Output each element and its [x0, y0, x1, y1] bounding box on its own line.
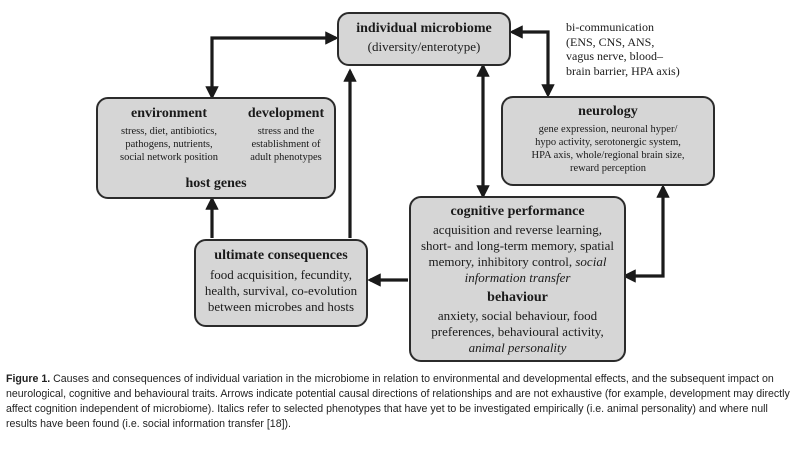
microbiome-subtitle: (diversity/enterotype): [367, 39, 481, 54]
host-genes-section: [98, 175, 334, 192]
behaviour-title: behaviour: [487, 290, 548, 305]
neurology-line: gene expression, neuronal hyper/: [538, 124, 678, 135]
cognitive-line: acquisition and reverse learning,: [433, 222, 602, 237]
development-section: [238, 105, 334, 164]
behaviour-line: preferences, behavioural activity,: [431, 324, 604, 339]
ultimate-title: ultimate consequences: [214, 248, 348, 263]
bicomm-line: brain barrier, HPA axis): [566, 63, 680, 78]
neurology-line: hypo activity, serotonergic system,: [535, 137, 681, 148]
environment-line: social network position: [120, 152, 218, 163]
ultimate-line: health, survival, co-evolution: [204, 283, 358, 298]
development-title: development: [247, 106, 325, 121]
bicomm-line: bi-communication: [566, 20, 654, 34]
ultimate-line: food acquisition, fecundity,: [209, 267, 353, 282]
environment-title: environment: [131, 106, 207, 121]
caption-label: Figure 1.: [6, 373, 51, 385]
cognitive-line: short- and long-term memory, spatial: [420, 238, 615, 253]
host-genes-title: host genes: [185, 176, 247, 191]
microbiome-box: [337, 12, 511, 66]
arrow-cognitive-neurology: [625, 187, 663, 276]
development-line: adult phenotypes: [250, 152, 322, 163]
bicomm-line: (ENS, CNS, ANS,: [566, 34, 655, 49]
neurology-box: [501, 96, 715, 186]
cognitive-behaviour-box: [409, 196, 626, 362]
environment-box: [96, 97, 336, 199]
bicomm-line: vagus nerve, blood–: [566, 49, 663, 63]
development-line: establishment of: [251, 139, 321, 150]
environment-line: pathogens, nutrients,: [125, 139, 213, 150]
caption-text: Causes and consequences of individual variation in the microbiome in relation to environmental and developmental effects, and the subsequent impact on neurological, cognitive and behavioural traits. Arrows indicate potential causal directions of relationships and are not exhaustive (for example, development may directly affect cognition independent of microbiome). Italics refer to selected phenotypes that have yet to be investigated empirically (i.e. animal personality) and where null results have been found (i.e. social information transfer [18]).: [6, 373, 790, 430]
neurology-line: HPA axis, whole/regional brain size,: [531, 150, 685, 161]
cognitive-line-with-italic: [411, 254, 624, 270]
bicommunication-label: [566, 20, 726, 78]
behaviour-italic-line: animal personality: [468, 340, 567, 355]
ultimate-consequences-box: [194, 239, 368, 327]
neurology-line: reward perception: [569, 163, 647, 174]
microbiome-title: individual microbiome: [356, 21, 492, 36]
arrow-microbiome-neurology: [512, 32, 548, 95]
cognitive-title: cognitive performance: [450, 204, 585, 219]
development-line: stress and the: [257, 126, 315, 137]
arrow-microbiome-environment: [212, 38, 336, 97]
neurology-title: neurology: [578, 104, 638, 119]
environment-section: [104, 105, 234, 164]
cognitive-italic-inline: social: [575, 254, 607, 269]
cognitive-line: memory, inhibitory control,: [428, 254, 573, 269]
figure-caption: [6, 372, 792, 432]
environment-line: stress, diet, antibiotics,: [121, 126, 217, 137]
behaviour-line: anxiety, social behaviour, food: [437, 308, 598, 323]
cognitive-italic-line: information transfer: [464, 270, 571, 285]
ultimate-line: between microbes and hosts: [207, 299, 355, 314]
